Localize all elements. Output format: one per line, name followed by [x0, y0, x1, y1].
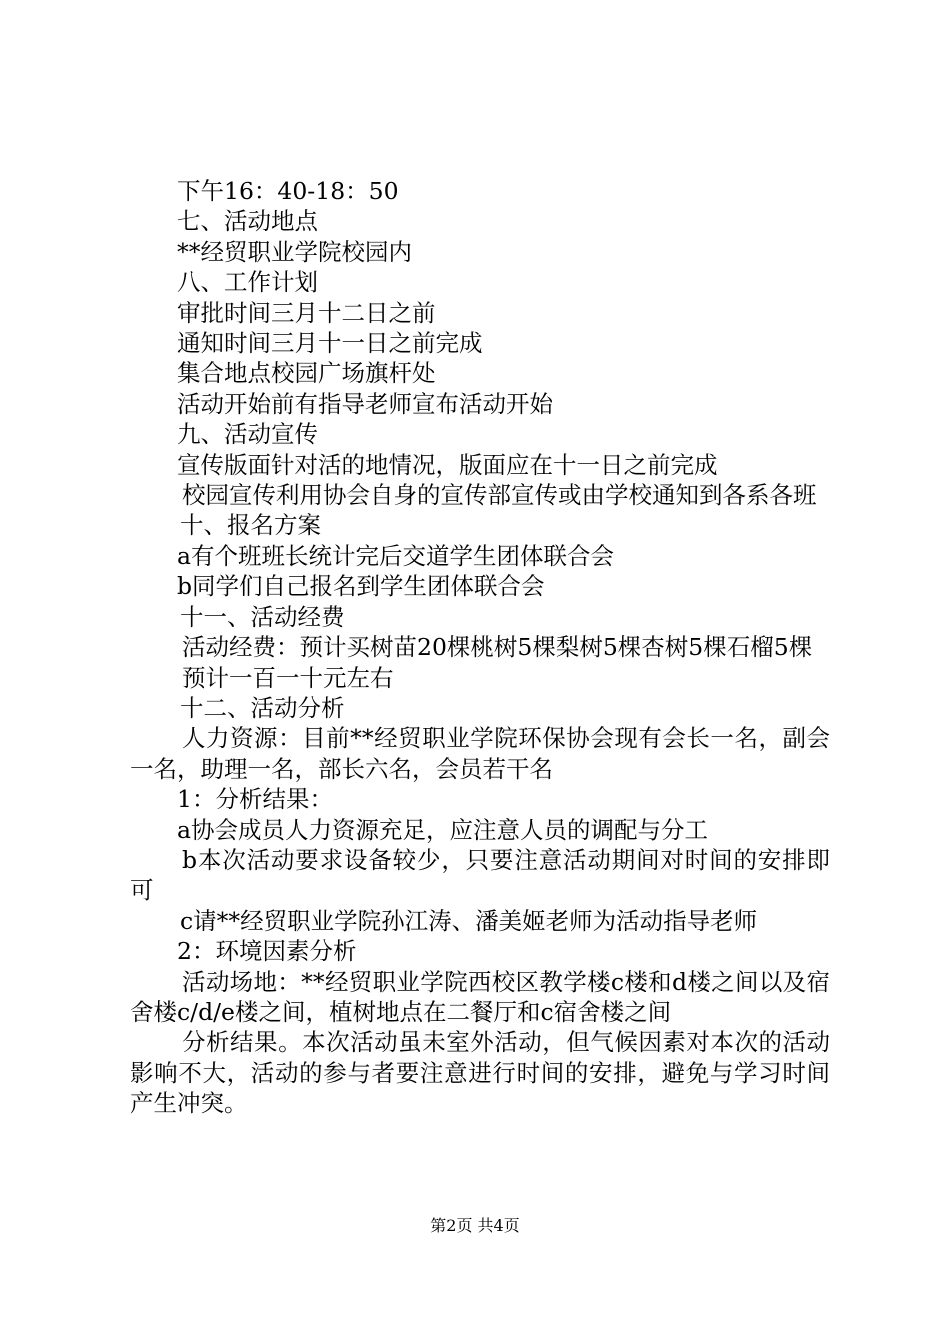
text-line-notice: 通知时间三月十一日之前完成: [177, 329, 483, 358]
paragraph-campus-publicity: 校园宣传利用协会自身的宣传部宣传或由学校通知到各系各班: [182, 481, 817, 510]
section-heading-location: 七、活动地点: [177, 207, 318, 236]
text-line-registration-b: b同学们自己报名到学生团体联合会: [177, 572, 545, 601]
text-line-board: 宣传版面针对活的地情况，版面应在十一日之前完成: [177, 450, 718, 479]
section-heading-registration: 十、报名方案: [180, 511, 321, 540]
section-heading-analysis: 十二、活动分析: [180, 693, 345, 722]
section-heading-publicity: 九、活动宣传: [177, 420, 318, 449]
page-number: 第2页 共4页: [430, 1216, 520, 1235]
text-line-location: **经贸职业学院校园内: [177, 237, 412, 266]
text-line-analysis-a: a协会成员人力资源充足，应注意人员的调配与分工: [177, 815, 709, 844]
text-line-approval: 审批时间三月十二日之前: [177, 298, 436, 327]
document-body: [130, 176, 830, 1119]
paragraph-human-resources: 人力资源：目前**经贸职业学院环保协会现有会长一名，副会一名，助理一名，部长六名，会员若干名: [130, 724, 830, 783]
paragraph-funding: 活动经费：预计买树苗20棵桃树5棵梨树5棵杏树5棵石榴5棵: [182, 633, 813, 662]
text-line-registration-a: a有个班班长统计完后交道学生团体联合会: [177, 541, 615, 570]
text-line-environment: 2：环境因素分析: [177, 937, 357, 966]
section-heading-work-plan: 八、工作计划: [177, 268, 318, 297]
text-line-gathering: 集合地点校园广场旗杆处: [177, 359, 436, 388]
text-line-time: 下午16：40-18：50: [177, 177, 399, 205]
paragraph-analysis-conclusion: 分析结果。本次活动虽未室外活动，但气候因素对本次的活动影响不大，活动的参与者要注意进行时间的安排，避免与学习时间产生冲突。: [130, 1028, 830, 1118]
text-line-analysis-result: 1：分析结果：: [177, 785, 333, 814]
paragraph-venue: 活动场地：**经贸职业学院西校区教学楼c楼和d楼之间以及宿舍楼c/d/e楼之间，植树地点在二餐厅和c宿舍楼之间: [130, 967, 830, 1026]
text-line-analysis-c: c请**经贸职业学院孙江涛、潘美姬老师为活动指导老师: [180, 906, 758, 935]
text-line-start: 活动开始前有指导老师宣布活动开始: [177, 389, 553, 418]
section-heading-funding: 十一、活动经费: [180, 602, 345, 631]
paragraph-analysis-b: b本次活动要求设备较少，只要注意活动期间对时间的安排即可: [130, 845, 830, 905]
text-line-budget: 预计一百一十元左右: [182, 663, 394, 692]
